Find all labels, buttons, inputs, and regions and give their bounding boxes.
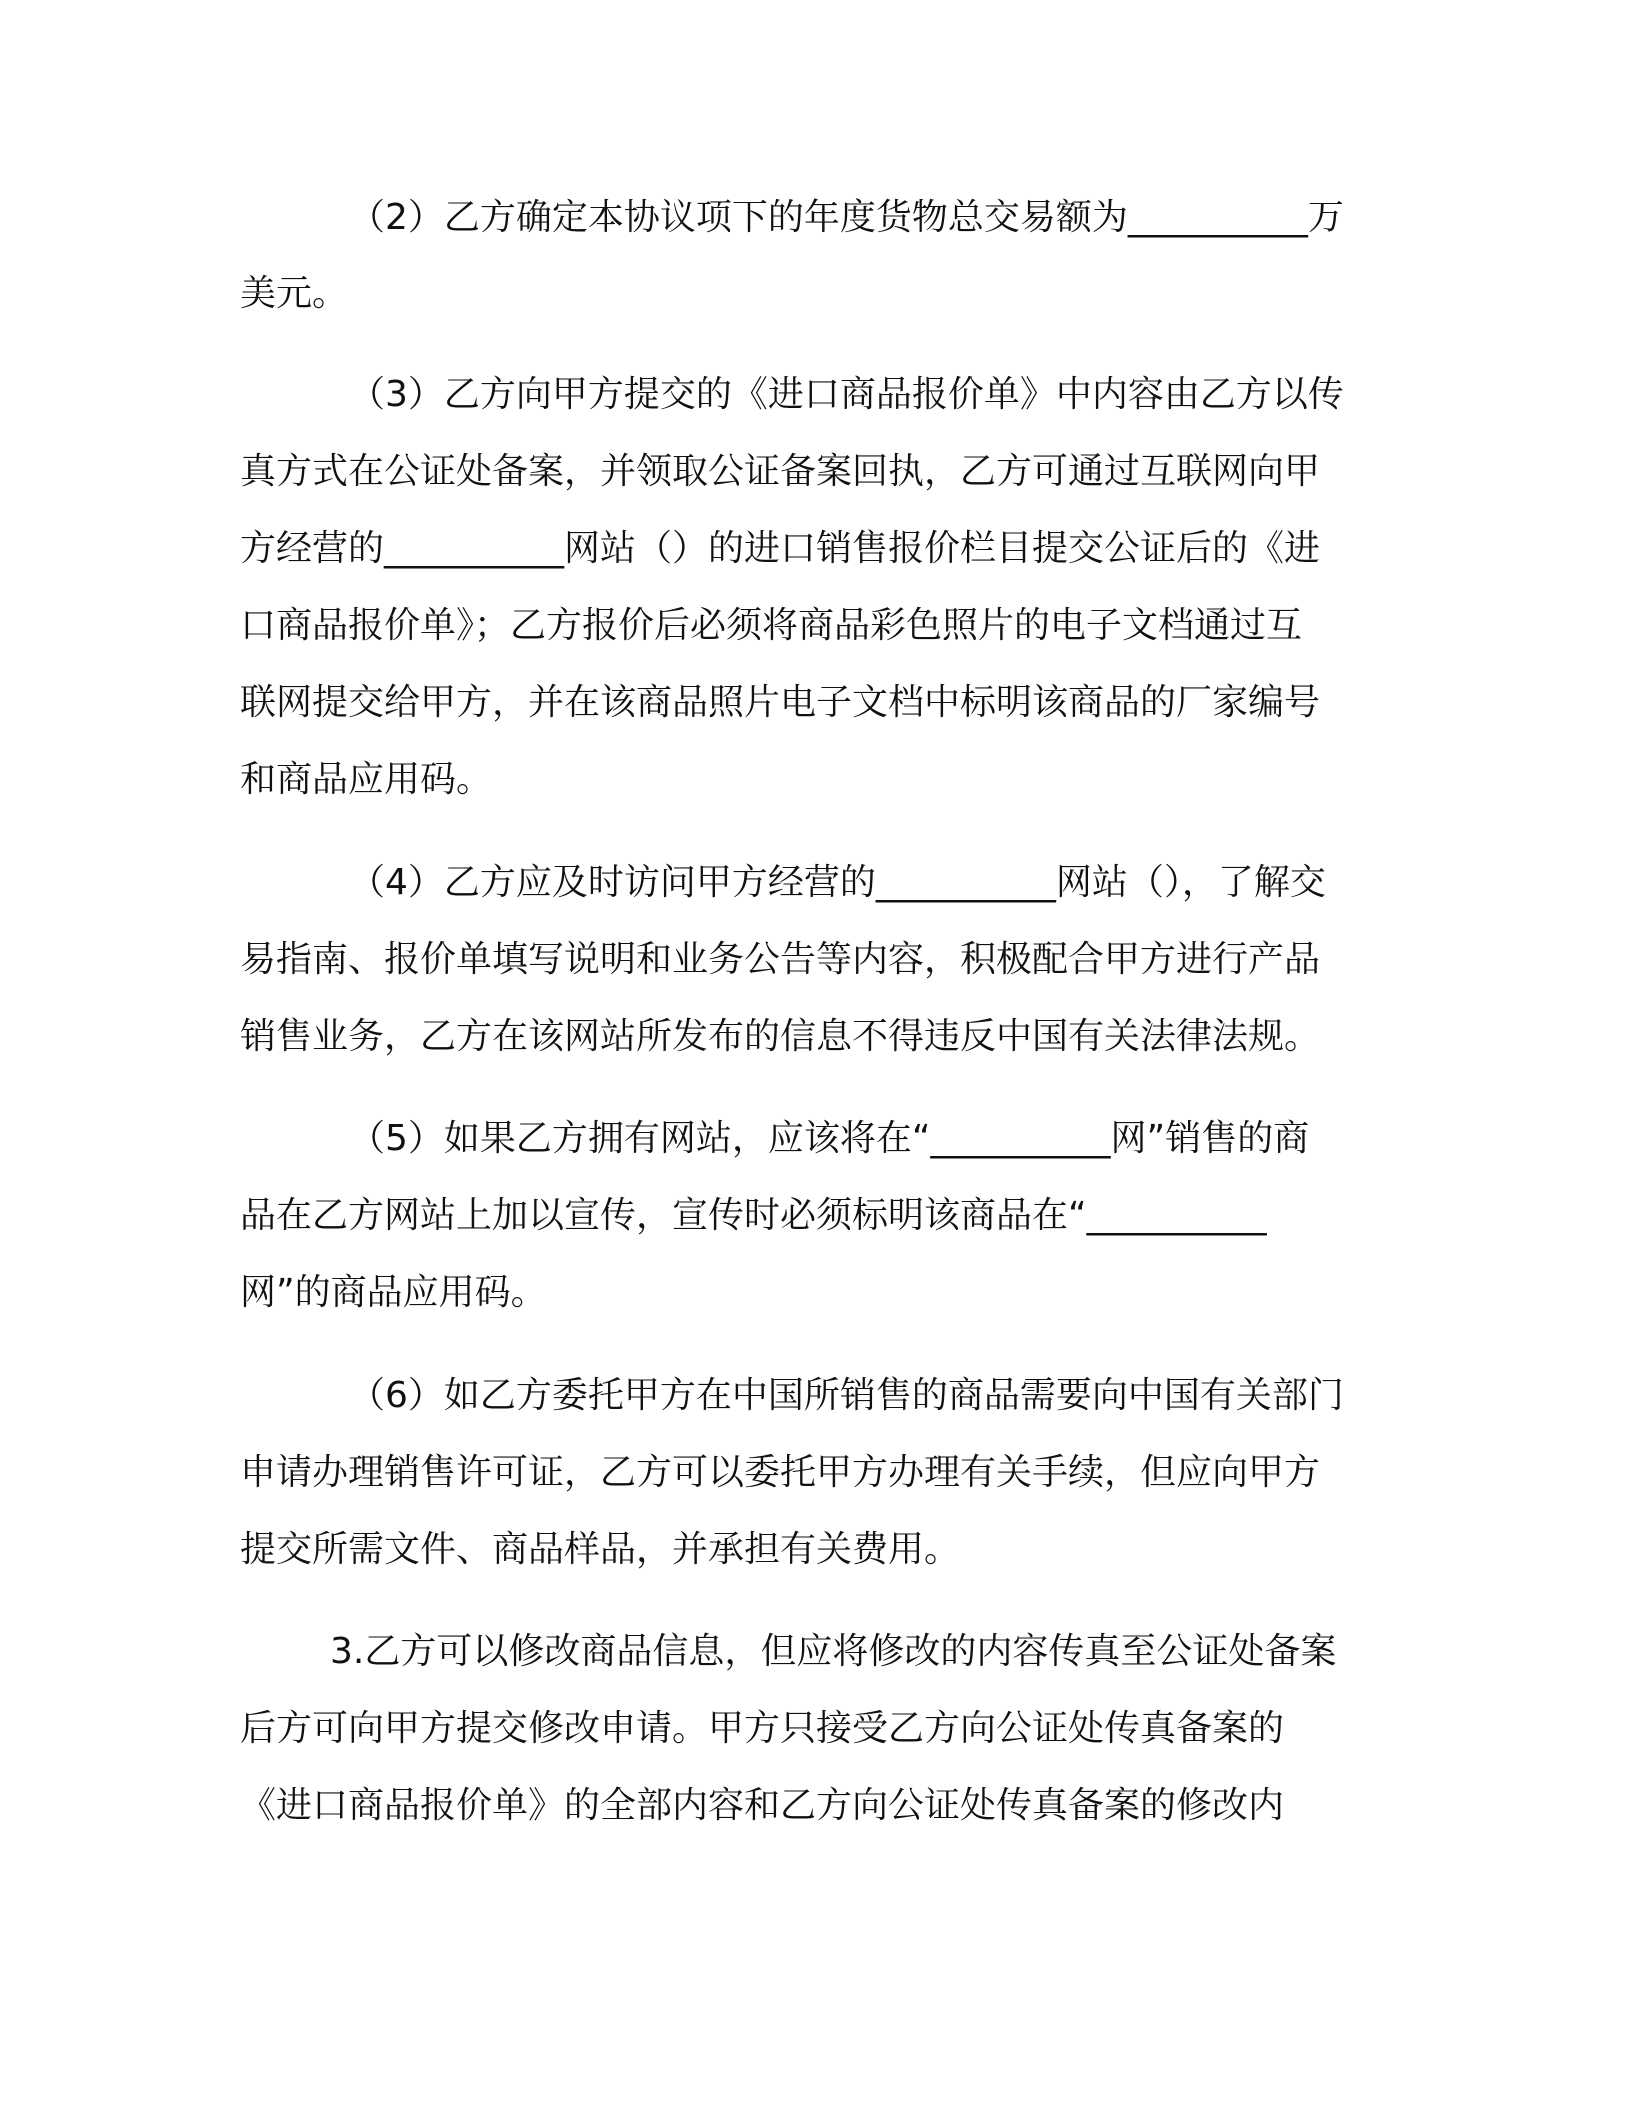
item-3-line-2: 后方可向甲方提交修改申请。甲方只接受乙方向公证处传真备案的 [240, 1708, 1285, 1749]
paragraph-5-line-1: （5）如果乙方拥有网站，应该将在“__________网”销售的商 [349, 1118, 1310, 1159]
item-3-line-1: 3.乙方可以修改商品信息，但应将修改的内容传真至公证处备案 [330, 1631, 1337, 1672]
paragraph-5-line-2: 品在乙方网站上加以宣传，宣传时必须标明该商品在“__________ [240, 1195, 1267, 1236]
paragraph-6-line-2: 申请办理销售许可证，乙方可以委托甲方办理有关手续，但应向甲方 [240, 1452, 1321, 1493]
paragraph-2-line-1: （2）乙方确定本协议项下的年度货物总交易额为__________万 [349, 197, 1344, 238]
paragraph-4-line-1: （4）乙方应及时访问甲方经营的__________网站（），了解交 [349, 862, 1326, 903]
paragraph-6-line-3: 提交所需文件、商品样品，并承担有关费用。 [240, 1529, 961, 1570]
paragraph-5-line-3: 网”的商品应用码。 [240, 1272, 547, 1313]
paragraph-3-line-3: 方经营的__________网站（）的进口销售报价栏目提交公证后的《进 [240, 528, 1321, 569]
paragraph-3-line-6: 和商品应用码。 [240, 759, 493, 800]
item-3-line-3: 《进口商品报价单》的全部内容和乙方向公证处传真备案的修改内 [240, 1785, 1285, 1826]
paragraph-3-line-2: 真方式在公证处备案，并领取公证备案回执，乙方可通过互联网向甲 [240, 451, 1321, 492]
paragraph-2-line-2: 美元。 [240, 273, 349, 314]
paragraph-3-line-4: 口商品报价单》；乙方报价后必须将商品彩色照片的电子文档通过互 [240, 605, 1303, 646]
paragraph-4-line-3: 销售业务，乙方在该网站所发布的信息不得违反中国有关法律法规。 [240, 1016, 1321, 1057]
paragraph-3-line-5: 联网提交给甲方，并在该商品照片电子文档中标明该商品的厂家编号 [240, 682, 1321, 723]
paragraph-3-line-1: （3）乙方向甲方提交的《进口商品报价单》中内容由乙方以传 [349, 374, 1344, 415]
paragraph-6-line-1: （6）如乙方委托甲方在中国所销售的商品需要向中国有关部门 [349, 1375, 1344, 1416]
paragraph-4-line-2: 易指南、报价单填写说明和业务公告等内容，积极配合甲方进行产品 [240, 939, 1321, 980]
